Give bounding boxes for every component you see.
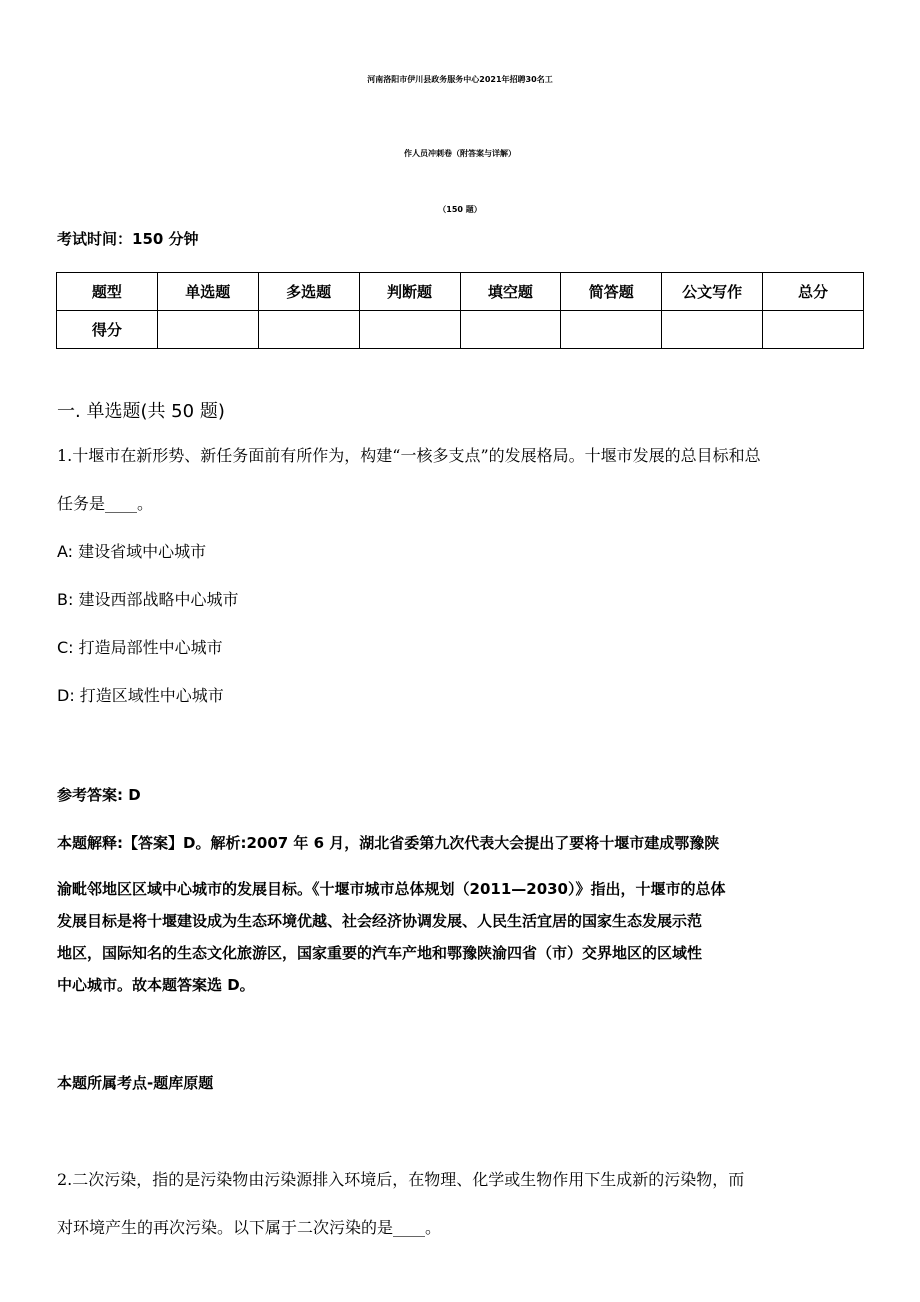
question-1-option-a: A: 建设省域中心城市 — [57, 542, 207, 561]
score-header-cell: 多选题 — [258, 273, 359, 311]
score-header-cell: 简答题 — [561, 273, 662, 311]
question-1-topic: 本题所属考点-题库原题 — [57, 1074, 214, 1092]
question-2-text-line2: 对环境产生的再次污染。以下属于二次污染的是____。 — [57, 1218, 442, 1237]
question-1-text-line1: 1.十堰市在新形势、新任务面前有所作为，构建“一核多支点”的发展格局。十堰市发展的总目标和总 — [57, 446, 761, 465]
score-cell — [258, 311, 359, 349]
score-table-score-row — [57, 311, 864, 349]
score-table — [56, 272, 864, 349]
exam-time: 考试时间：150 分钟 — [57, 230, 199, 248]
section-heading: 一. 单选题(共 50 题) — [57, 401, 225, 422]
question-1-explanation-line2: 渝毗邻地区区域中心城市的发展目标。《十堰市城市总体规划（2011—2030）》指出，十堰市的总体 — [57, 880, 726, 898]
score-header-cell: 公文写作 — [662, 273, 763, 311]
score-row-label: 得分 — [57, 311, 158, 349]
score-header-cell: 单选题 — [157, 273, 258, 311]
question-1-text-line2: 任务是____。 — [57, 494, 154, 513]
score-table-header-row — [57, 273, 864, 311]
question-1-explanation-line1: 本题解释:【答案】D。解析:2007 年 6 月，湖北省委第九次代表大会提出了要将十堰市建成鄂豫陕 — [57, 834, 720, 852]
question-1-explanation-line5: 中心城市。故本题答案选 D。 — [57, 976, 255, 994]
question-1-option-b: B: 建设西部战略中心城市 — [57, 590, 239, 609]
question-1-option-c: C: 打造局部性中心城市 — [57, 638, 223, 657]
score-header-cell: 总分 — [763, 273, 864, 311]
question-1-answer: 参考答案: D — [57, 786, 141, 804]
score-cell — [763, 311, 864, 349]
question-1-explanation-line4: 地区，国际知名的生态文化旅游区，国家重要的汽车产地和鄂豫陕渝四省（市）交界地区的区域性 — [57, 944, 703, 962]
score-cell — [359, 311, 460, 349]
score-cell — [662, 311, 763, 349]
score-header-cell: 填空题 — [460, 273, 561, 311]
question-count: （150 题） — [438, 205, 482, 214]
score-header-cell: 判断题 — [359, 273, 460, 311]
question-2-text-line1: 2.二次污染，指的是污染物由污染源排入环境后，在物理、化学或生物作用下生成新的污染物，而 — [57, 1170, 745, 1189]
score-cell — [157, 311, 258, 349]
document-title-line2: 作人员冲刺卷（附答案与详解） — [404, 149, 516, 158]
question-1-option-d: D: 打造区域性中心城市 — [57, 686, 224, 705]
score-header-cell: 题型 — [57, 273, 158, 311]
score-cell — [561, 311, 662, 349]
question-1-explanation-line3: 发展目标是将十堰建设成为生态环境优越、社会经济协调发展、人民生活宜居的国家生态发展示范 — [57, 912, 703, 930]
document-title-line1: 河南洛阳市伊川县政务服务中心2021年招聘30名工 — [367, 75, 553, 84]
score-cell — [460, 311, 561, 349]
